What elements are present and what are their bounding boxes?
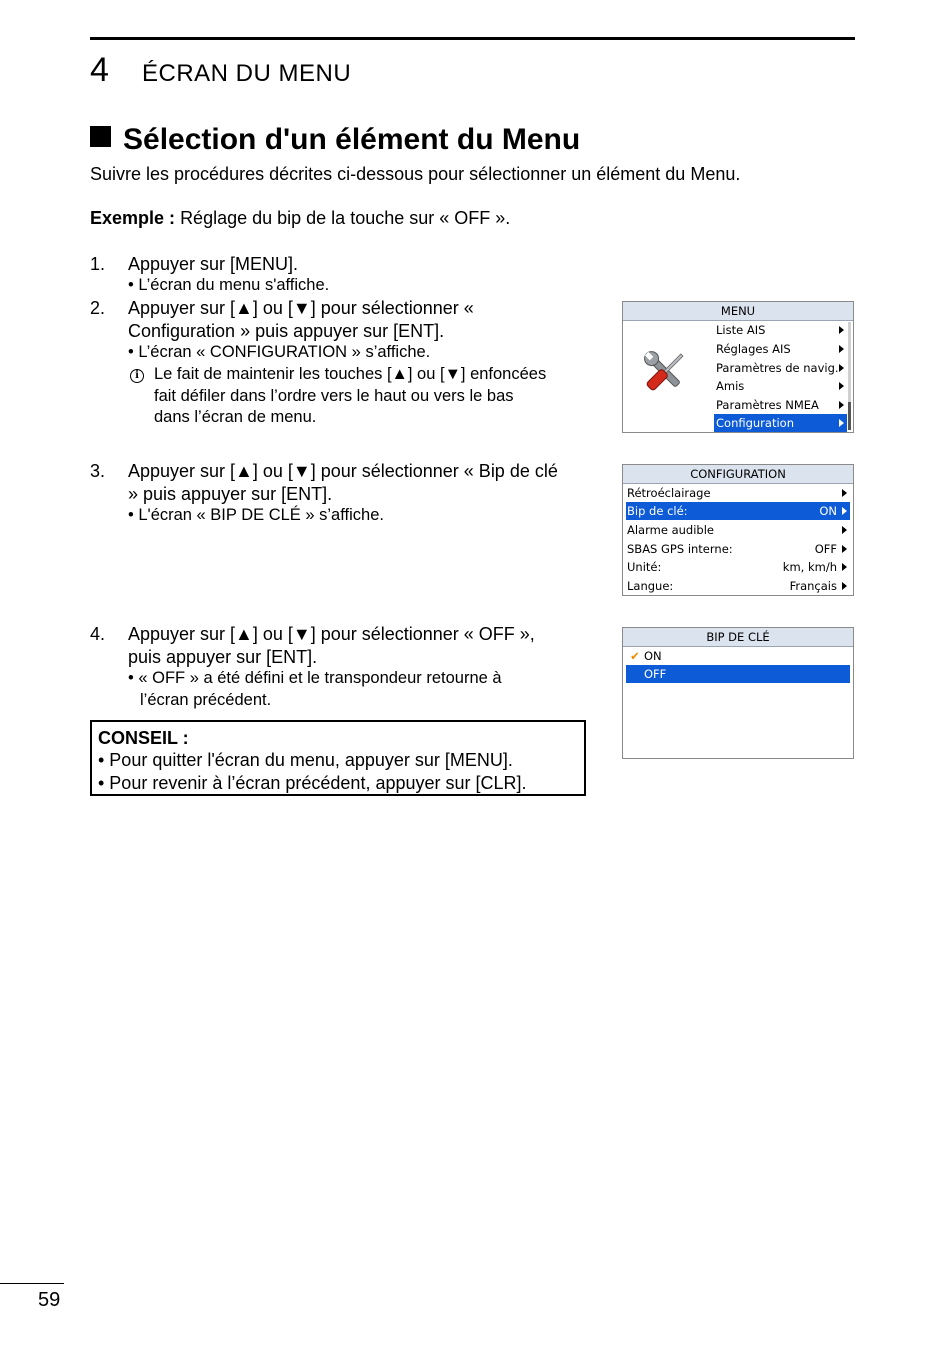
step-number: 4. bbox=[90, 624, 106, 644]
step-number: 2. bbox=[90, 298, 106, 318]
info-text: fait défiler dans l’ordre vers le haut ou vers le bas bbox=[154, 387, 514, 405]
configuration-screen-header: CONFIGURATION bbox=[623, 465, 853, 484]
check-icon: ✔ bbox=[630, 649, 640, 663]
config-item[interactable]: SBAS GPS interne: OFF bbox=[626, 540, 850, 558]
page-number: 59 bbox=[38, 1289, 61, 1311]
config-item[interactable]: Unité: km, km/h bbox=[626, 558, 850, 576]
chevron-right-icon bbox=[839, 382, 844, 390]
step-note: • L’écran « CONFIGURATION » s’affiche. bbox=[128, 343, 431, 361]
footer-rule bbox=[0, 1283, 64, 1284]
scrollbar-thumb[interactable] bbox=[848, 402, 851, 430]
step-note: • « OFF » a été défini et le transpondeur retourne à bbox=[128, 669, 502, 687]
step-text: puis appuyer sur [ENT]. bbox=[128, 647, 318, 667]
menu-item[interactable]: Liste AIS bbox=[714, 321, 847, 339]
menu-item[interactable]: Paramètres de navig. bbox=[714, 359, 847, 377]
step-note: • L’écran du menu s'affiche. bbox=[128, 276, 330, 294]
chevron-right-icon bbox=[842, 582, 847, 590]
step-text: Appuyer sur [▲] ou [▼] pour sélectionner « bbox=[128, 298, 474, 318]
step-text: Configuration » puis appuyer sur [ENT]. bbox=[128, 321, 445, 341]
chevron-right-icon bbox=[842, 489, 847, 497]
step-number: 3. bbox=[90, 461, 106, 481]
step-text: » puis appuyer sur [ENT]. bbox=[128, 484, 333, 504]
step-note: l’écran précédent. bbox=[140, 691, 272, 709]
menu-screen bbox=[622, 301, 854, 433]
chevron-right-icon bbox=[839, 326, 844, 334]
tip-box bbox=[90, 720, 586, 796]
step-text: Appuyer sur [▲] ou [▼] pour sélectionner « Bip de clé bbox=[128, 461, 558, 481]
chapter-title: ÉCRAN DU MENU bbox=[142, 60, 352, 87]
top-rule bbox=[90, 37, 855, 40]
step-text: Appuyer sur [MENU]. bbox=[128, 254, 299, 274]
example-text: Réglage du bip de la touche sur « OFF ». bbox=[180, 208, 511, 228]
chevron-right-icon bbox=[842, 563, 847, 571]
menu-item-selected[interactable]: Configuration bbox=[714, 414, 847, 432]
bip-option-selected[interactable]: OFF bbox=[626, 665, 850, 683]
section-title-text: Sélection d'un élément du Menu bbox=[123, 123, 581, 156]
bip-screen bbox=[622, 627, 854, 759]
step-note: • L'écran « BIP DE CLÉ » s’affiche. bbox=[128, 506, 384, 524]
chapter-number: 4 bbox=[90, 51, 109, 89]
info-text: Le fait de maintenir les touches [▲] ou [▼] enfoncées bbox=[154, 365, 547, 383]
chevron-right-icon bbox=[839, 345, 844, 353]
step-text: Appuyer sur [▲] ou [▼] pour sélectionner « OFF », bbox=[128, 624, 535, 644]
example bbox=[90, 207, 510, 229]
chevron-right-icon bbox=[842, 507, 847, 515]
config-item-selected[interactable]: Bip de clé: ON bbox=[626, 502, 850, 520]
config-item[interactable]: Alarme audible bbox=[626, 521, 850, 539]
configuration-screen bbox=[622, 464, 854, 596]
config-item[interactable]: Rétroéclairage bbox=[626, 484, 850, 502]
square-bullet-icon bbox=[90, 126, 111, 147]
tools-icon bbox=[639, 346, 691, 401]
scrollbar[interactable] bbox=[848, 322, 851, 430]
menu-item[interactable]: Paramètres NMEA bbox=[714, 396, 847, 414]
menu-screen-header: MENU bbox=[623, 302, 853, 321]
tip-title: CONSEIL : bbox=[98, 728, 189, 748]
info-text: dans l’écran de menu. bbox=[154, 408, 317, 426]
info-icon: i bbox=[130, 364, 144, 385]
chevron-right-icon bbox=[839, 364, 844, 372]
menu-item[interactable]: Réglages AIS bbox=[714, 340, 847, 358]
bip-screen-header: BIP DE CLÉ bbox=[623, 628, 853, 647]
tip-line: • Pour revenir à l’écran précédent, appuyer sur [CLR]. bbox=[98, 773, 527, 793]
config-item[interactable]: Langue: Français bbox=[626, 577, 850, 595]
chevron-right-icon bbox=[839, 419, 844, 427]
tip-line: • Pour quitter l'écran du menu, appuyer sur [MENU]. bbox=[98, 750, 513, 770]
chevron-right-icon bbox=[839, 401, 844, 409]
chevron-right-icon bbox=[842, 526, 847, 534]
step-number: 1. bbox=[90, 254, 106, 274]
bip-option[interactable]: ✔ ON bbox=[626, 647, 850, 665]
menu-item[interactable]: Amis bbox=[714, 377, 847, 395]
chevron-right-icon bbox=[842, 545, 847, 553]
example-label: Exemple : bbox=[90, 208, 176, 228]
section-title bbox=[90, 120, 580, 160]
intro-text: Suivre les procédures décrites ci-dessous pour sélectionner un élément du Menu. bbox=[90, 164, 741, 184]
